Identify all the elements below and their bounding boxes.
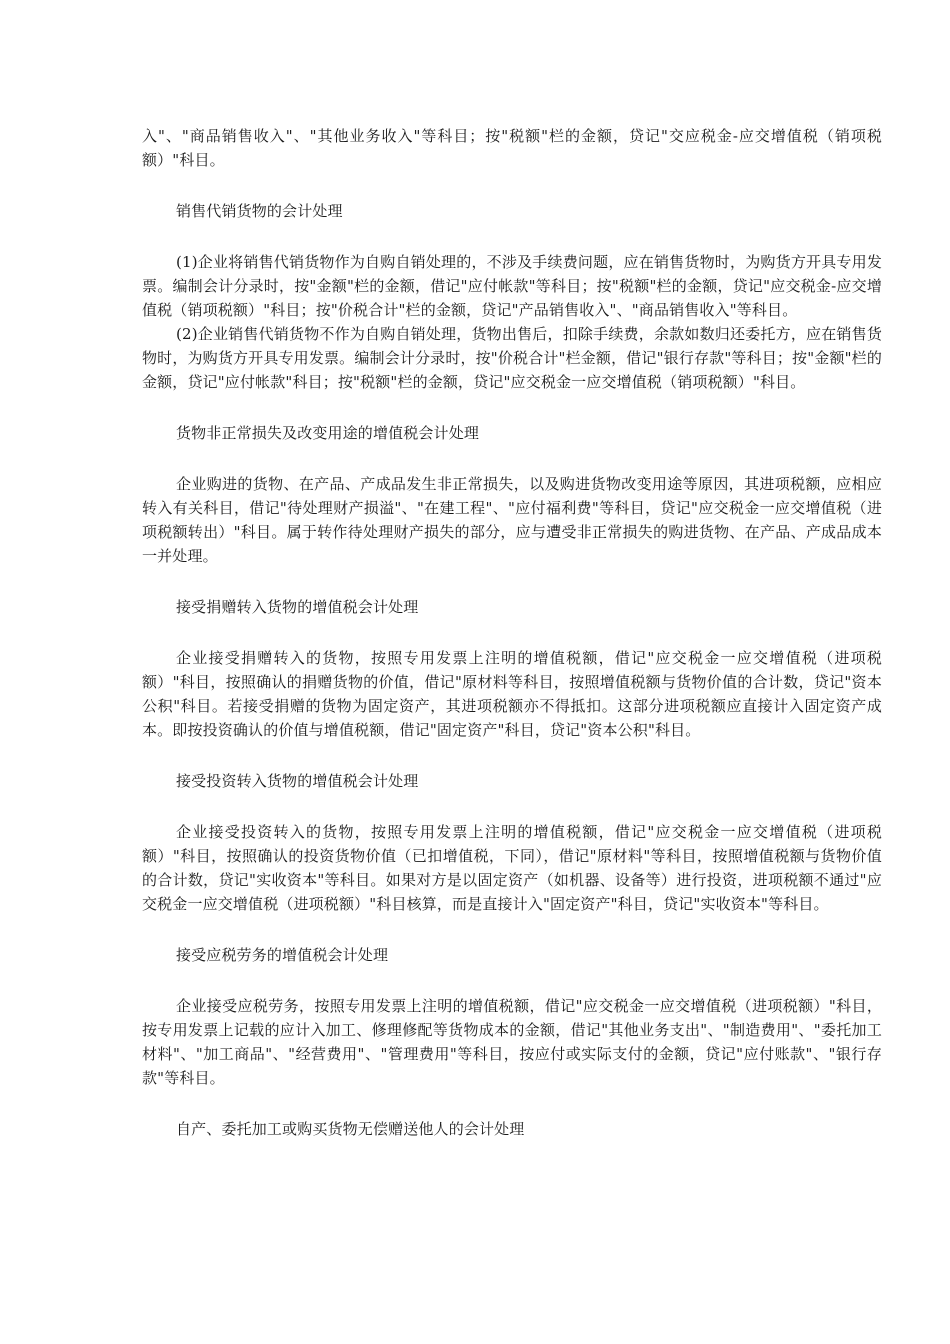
section-heading-investment: 接受投资转入货物的增值税会计处理	[176, 772, 419, 790]
paragraph-donation: 企业接受捐赠转入的货物，按照专用发票上注明的增值税额，借记"应交税金一应交增值税（进项税额）"科目，按照确认的捐赠货物的价值，借记"原材料等科目，按照增值税额与货物价值的合计数，贷记"资本公积"科目。若接受捐赠的货物为固定资产，其进项税额亦不得抵扣。这部分进项税额应直接计入固定资产成本。即按投资确认的价值与增值税额，借记"固定资产"科目，贷记"资本公积"科目。	[142, 649, 882, 739]
paragraph-continued: 入"、"商品销售收入"、"其他业务收入"等科目；按"税额"栏的金额，贷记"交应税金-应交增值税（销项税额）"科目。	[142, 127, 882, 169]
section-heading-donation: 接受捐赠转入货物的增值税会计处理	[176, 598, 419, 616]
paragraph-taxable-services: 企业接受应税劳务，按照专用发票上注明的增值税额，借记"应交税金一应交增值税（进项税额）"科目，按专用发票上记载的应计入加工、修理修配等货物成本的金额，借记"其他业务支出"、"制造费用"、"委托加工材料"、"加工商品"、"经营费用"、"管理费用"等科目，按应付或实际支付的金额，贷记"应付账款"、"银行存款"等科目。	[142, 997, 882, 1087]
section-heading-taxable-services: 接受应税劳务的增值税会计处理	[176, 946, 389, 964]
paragraph-abnormal-loss: 企业购进的货物、在产品、产成品发生非正常损失，以及购进货物改变用途等原因，其进项税额，应相应转入有关科目，借记"待处理财产损溢"、"在建工程"、"应付福利费"等科目，贷记"应交税金一应交增值税（进项税额转出）"科目。属于转作待处理财产损失的部分，应与遭受非正常损失的购进货物、在产品、产成品成本一并处理。	[142, 475, 882, 565]
paragraph-consignment-2: (2)企业销售代销货物不作为自购自销处理，货物出售后，扣除手续费，余款如数归还委托方，应在销售货物时，为购货方开具专用发票。编制会计分录时，按"价税合计"栏金额，借记"银行存款"等科目；按"金额"栏的金额，贷记"应付帐款"科目；按"税额"栏的金额，贷记"应交税金一应交增值税（销项税额）"科目。	[142, 325, 882, 391]
section-heading-abnormal-loss: 货物非正常损失及改变用途的增值税会计处理	[176, 424, 480, 442]
section-heading-gifted-goods: 自产、委托加工或购买货物无偿赠送他人的会计处理	[176, 1120, 525, 1138]
document-body	[142, 124, 882, 1141]
section-heading-consignment-sales: 销售代销货物的会计处理	[176, 202, 343, 220]
paragraph-investment: 企业接受投资转入的货物，按照专用发票上注明的增值税额，借记"应交税金一应交增值税（进项税额）"科目，按照确认的投资货物价值（已扣增值税，下同），借记"原材料"等科目，按照增值税额与货物价值的合计数，贷记"实收资本"等科目。如果对方是以固定资产（如机器、设备等）进行投资，进项税额不通过"应交税金一应交增值税（进项税额）"科目核算，而是直接计入"固定资产"科目，贷记"实收资本"等科目。	[142, 823, 882, 913]
paragraph-consignment-1: (1)企业将销售代销货物作为自购自销处理的，不涉及手续费问题，应在销售货物时，为购货方开具专用发票。编制会计分录时，按"金额"栏的金额，借记"应付帐款"等科目；按"税额"栏的金额，贷记"应交税金-应交增值税（销项税额）"科目；按"价税合计"栏的金额，贷记"产品销售收入"、"商品销售收入"等科目。	[142, 253, 882, 319]
